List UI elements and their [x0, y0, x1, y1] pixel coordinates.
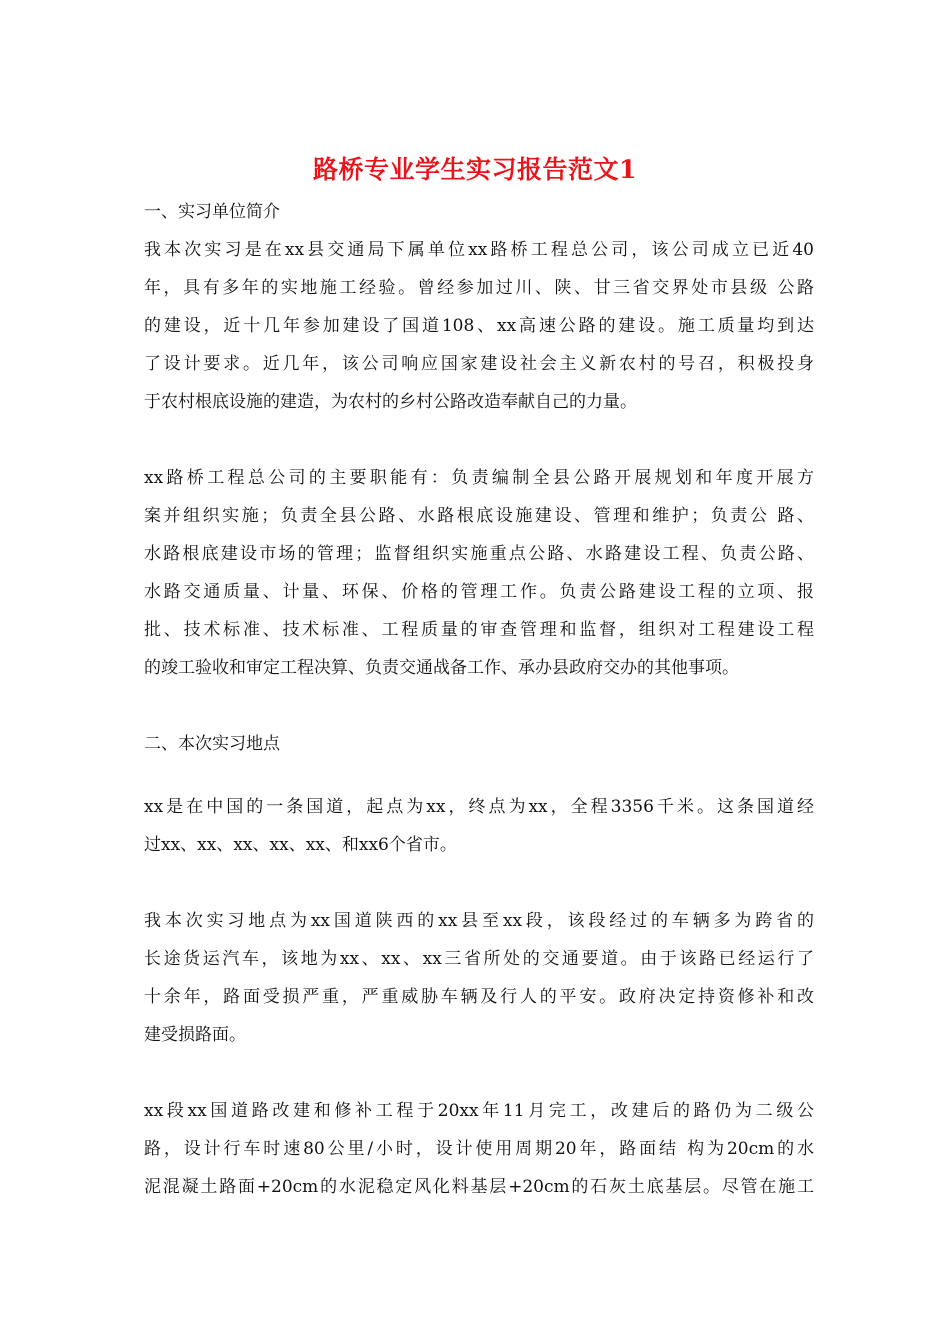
page-title: 路桥专业学生实习报告范文1	[313, 155, 637, 184]
paragraph-line: 泥混凝土路面+20cm的水泥稳定风化料基层+20cm的石灰土底基层。尽管在施工	[144, 1177, 814, 1197]
paragraph-line: 长途货运汽车，该地为xx、xx、xx三省所处的交通要道。由于该路已经运行了	[144, 949, 814, 969]
paragraph-line: 水路根底建设市场的管理；监督组织实施重点公路、水路建设工程、负责公路、	[144, 544, 814, 564]
paragraph-line: 我本次实习是在xx县交通局下属单位xx路桥工程总公司，该公司成立已近40	[144, 240, 814, 260]
paragraph-line: 的建设，近十几年参加建设了国道108、xx高速公路的建设。施工质量均到达	[144, 316, 814, 336]
section-heading-1: 一、实习单位简介	[144, 202, 280, 222]
paragraph-line: 了设计要求。近几年，该公司响应国家建设社会主义新农村的号召，积极投身	[144, 354, 814, 374]
paragraph-line: 十余年，路面受损严重，严重威胁车辆及行人的平安。政府决定持资修补和改	[144, 987, 814, 1007]
paragraph-line: 于农村根底设施的建造，为农村的乡村公路改造奉献自己的力量。	[144, 392, 637, 412]
paragraph-line: 过xx、xx、xx、xx、xx、和xx6个省市。	[144, 835, 457, 855]
paragraph-line: xx是在中国的一条国道，起点为xx，终点为xx，全程3356千米。这条国道经	[144, 797, 814, 817]
paragraph-line: 案并组织实施；负责全县公路、水路根底设施建设、管理和维护；负责公 路、	[144, 506, 814, 526]
section-heading-2: 二、本次实习地点	[144, 734, 280, 754]
paragraph-line: 我本次实习地点为xx国道陕西的xx县至xx段，该段经过的车辆多为跨省的	[144, 911, 814, 931]
paragraph-line: 批、技术标准、技术标准、工程质量的审查管理和监督，组织对工程建设工程	[144, 620, 814, 640]
paragraph-line: 建受损路面。	[144, 1025, 246, 1045]
paragraph-line: xx段xx国道路改建和修补工程于20xx年11月完工，改建后的路仍为二级公	[144, 1101, 814, 1121]
paragraph-line: 的竣工验收和审定工程决算、负责交通战备工作、承办县政府交办的其他事项。	[144, 658, 739, 678]
paragraph-line: 年，具有多年的实地施工经验。曾经参加过川、陕、甘三省交界处市县级 公路	[144, 278, 814, 298]
paragraph-line: 路，设计行车时速80公里/小时，设计使用周期20年，路面结 构为20cm的水	[144, 1139, 814, 1159]
paragraph-line: 水路交通质量、计量、环保、价格的管理工作。负责公路建设工程的立项、报	[144, 582, 814, 602]
paragraph-line: xx路桥工程总公司的主要职能有：负责编制全县公路开展规划和年度开展方	[144, 468, 814, 488]
